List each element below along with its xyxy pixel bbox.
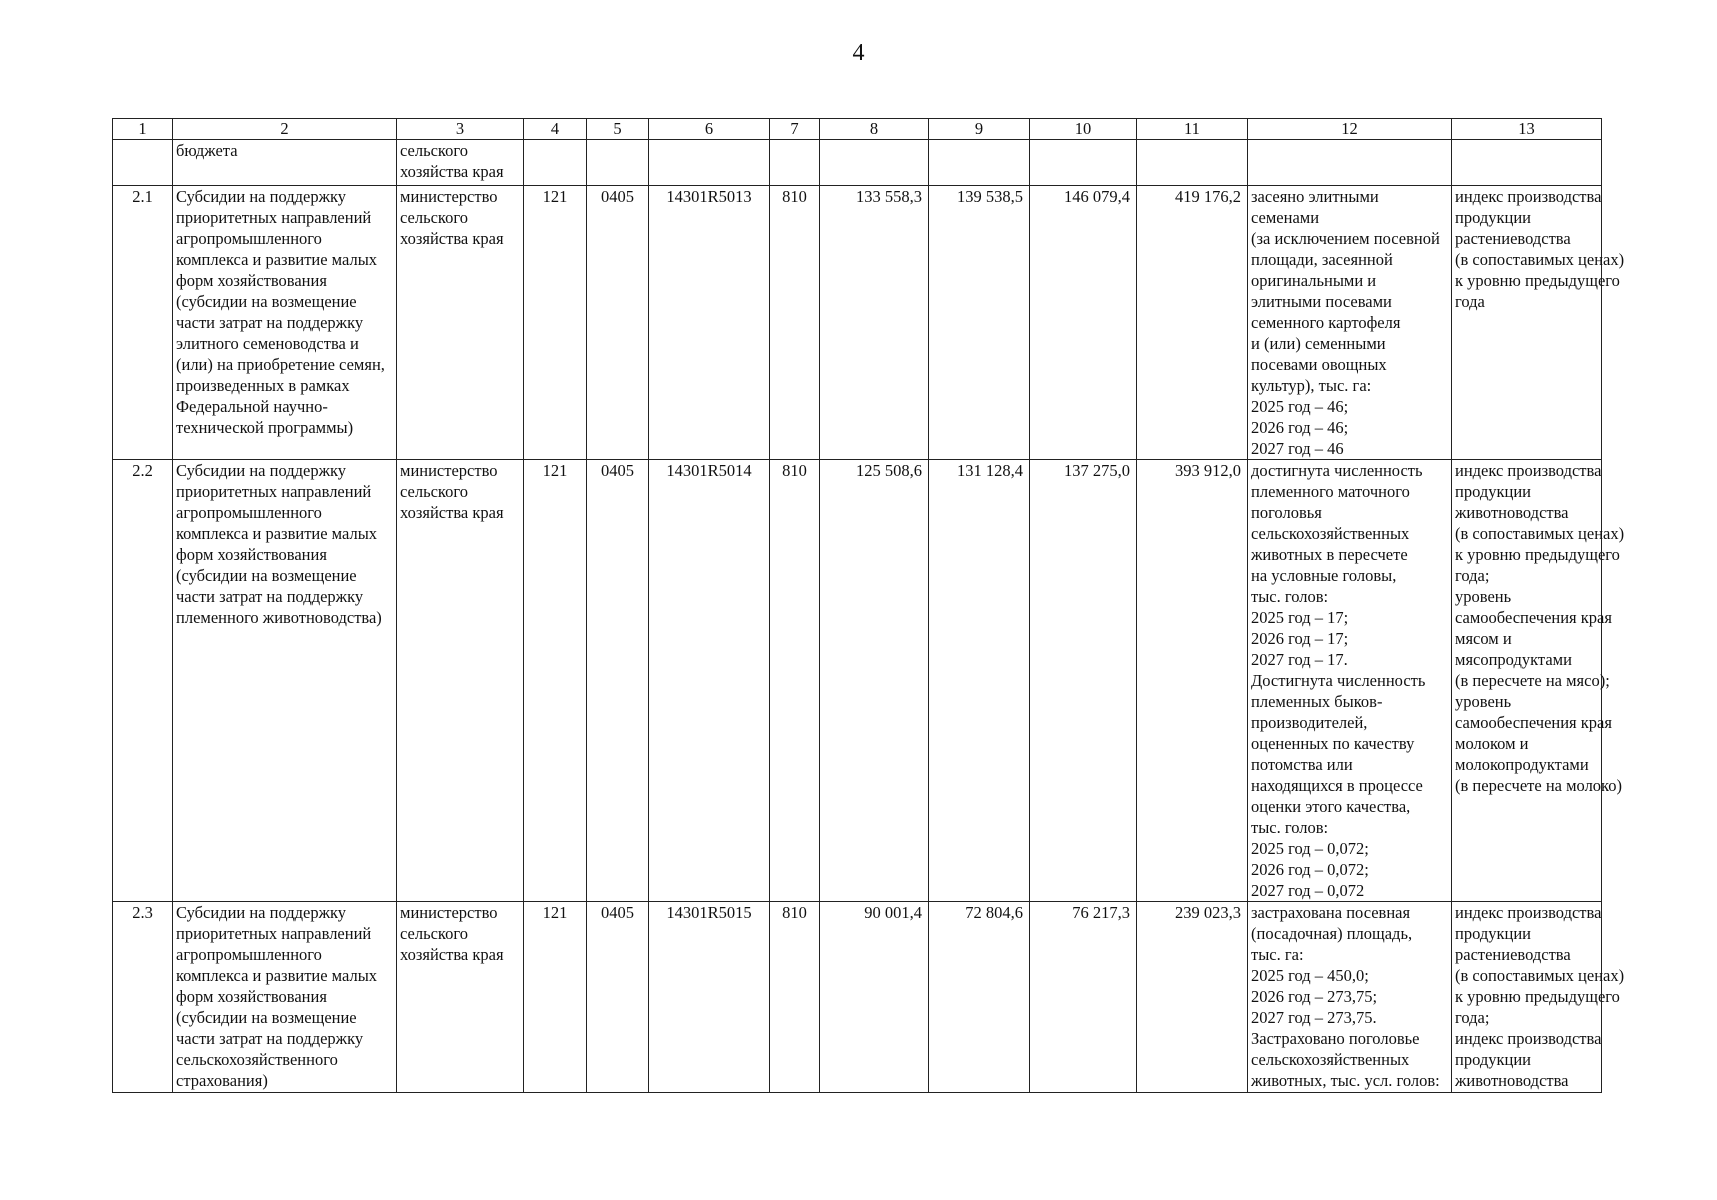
cell-line: форм хозяйствования — [176, 545, 327, 564]
cell-line: хозяйства края — [400, 503, 504, 522]
cell-line: агропромышленного — [176, 503, 322, 522]
result-cell — [1248, 902, 1452, 1093]
cell-line: животноводства — [1455, 1071, 1569, 1090]
cell-line: оценки этого качества, — [1251, 797, 1411, 816]
cell-line: растениеводства — [1455, 229, 1571, 248]
column-header: 11 — [1137, 119, 1248, 140]
column-header: 13 — [1452, 119, 1602, 140]
code-cell: 14301R5015 — [649, 902, 770, 1093]
cell-line: бюджета — [176, 141, 238, 160]
cell-line: сельскохозяйственных — [1251, 1050, 1410, 1069]
cell-line: уровень — [1455, 692, 1512, 711]
cell-line: продукции — [1455, 924, 1532, 943]
cell-line: хозяйства края — [400, 162, 504, 181]
organization-cell — [397, 902, 524, 1093]
cell-line: Субсидии на поддержку — [176, 903, 347, 922]
column-header: 3 — [397, 119, 524, 140]
code-cell: 810 — [770, 902, 820, 1093]
cell-line: застрахована посевная — [1251, 903, 1411, 922]
amount-cell: 139 538,5 — [929, 186, 1030, 460]
table-row — [113, 902, 1602, 1093]
table-cell — [524, 140, 587, 186]
cell-line: самообеспечения края — [1455, 608, 1612, 627]
code-cell: 121 — [524, 186, 587, 460]
cell-line: хозяйства края — [400, 945, 504, 964]
code-cell: 121 — [524, 460, 587, 902]
amount-cell: 239 023,3 — [1137, 902, 1248, 1093]
cell-line: 2027 год – 17. — [1251, 650, 1348, 669]
continuation-org-cell — [397, 140, 524, 186]
amount-cell: 146 079,4 — [1030, 186, 1137, 460]
amount-cell: 137 275,0 — [1030, 460, 1137, 902]
cell-line: оцененных по качеству — [1251, 734, 1415, 753]
cell-line: 2026 год – 0,072; — [1251, 860, 1369, 879]
cell-line: министерство — [400, 903, 498, 922]
cell-line: оригинальными и — [1251, 271, 1377, 290]
cell-line: растениеводства — [1455, 945, 1571, 964]
continuation-row — [113, 140, 1602, 186]
cell-line: 2027 год – 273,75. — [1251, 1008, 1377, 1027]
cell-line: министерство — [400, 461, 498, 480]
cell-line: индекс производства — [1455, 903, 1602, 922]
cell-line: к уровню предыдущего — [1455, 987, 1620, 1006]
cell-line: 2026 год – 46; — [1251, 418, 1349, 437]
cell-line: (в пересчете на молоко) — [1455, 776, 1622, 795]
cell-line: мясом и — [1455, 629, 1512, 648]
column-header: 12 — [1248, 119, 1452, 140]
cell-line: животноводства — [1455, 503, 1569, 522]
cell-line: года; — [1455, 1008, 1490, 1027]
cell-line: 2025 год – 17; — [1251, 608, 1349, 627]
code-cell: 0405 — [587, 460, 649, 902]
cell-line: продукции — [1455, 1050, 1532, 1069]
amount-cell: 90 001,4 — [820, 902, 929, 1093]
cell-line: сельскохозяйственного — [176, 1050, 338, 1069]
cell-line: (или) на приобретение семян, — [176, 355, 385, 374]
indicator-cell — [1452, 186, 1625, 460]
cell-line: (в сопоставимых ценах) — [1455, 966, 1625, 985]
column-header: 9 — [929, 119, 1030, 140]
table-cell — [587, 140, 649, 186]
code-cell: 0405 — [587, 902, 649, 1093]
result-cell — [1248, 460, 1452, 902]
row-number: 2.1 — [113, 186, 173, 460]
organization-cell — [397, 186, 524, 460]
cell-line: части затрат на поддержку — [176, 1029, 364, 1048]
amount-cell: 419 176,2 — [1137, 186, 1248, 460]
code-cell: 14301R5014 — [649, 460, 770, 902]
cell-line: приоритетных направлений — [176, 482, 372, 501]
cell-line: индекс производства — [1455, 1029, 1602, 1048]
code-cell: 121 — [524, 902, 587, 1093]
column-header: 8 — [820, 119, 929, 140]
amount-cell: 131 128,4 — [929, 460, 1030, 902]
indicator-cell — [1452, 460, 1625, 902]
cell-line: сельскохозяйственных — [1251, 524, 1410, 543]
cell-line: части затрат на поддержку — [176, 587, 364, 606]
code-cell: 810 — [770, 460, 820, 902]
column-header: 5 — [587, 119, 649, 140]
organization-cell — [397, 460, 524, 902]
cell-line: агропромышленного — [176, 229, 322, 248]
cell-line: засеяно элитными — [1251, 187, 1379, 206]
cell-line: продукции — [1455, 482, 1532, 501]
table-row — [113, 460, 1602, 902]
cell-line: тыс. га: — [1251, 945, 1304, 964]
amount-cell: 125 508,6 — [820, 460, 929, 902]
cell-line: (в сопоставимых ценах) — [1455, 250, 1625, 269]
cell-line: племенных быков- — [1251, 692, 1383, 711]
cell-line: форм хозяйствования — [176, 271, 327, 290]
cell-line: уровень — [1455, 587, 1512, 606]
column-header: 7 — [770, 119, 820, 140]
cell-line: молокопродуктами — [1455, 755, 1589, 774]
cell-line: года; — [1455, 566, 1490, 585]
cell-line: племенного животноводства) — [176, 608, 382, 627]
cell-line: к уровню предыдущего — [1455, 545, 1620, 564]
cell-line: (в сопоставимых ценах) — [1455, 524, 1625, 543]
cell-line: на условные головы, — [1251, 566, 1397, 585]
code-cell: 810 — [770, 186, 820, 460]
cell-line: элитными посевами — [1251, 292, 1392, 311]
cell-line: семенного картофеля — [1251, 313, 1401, 332]
header-row — [113, 119, 1602, 140]
cell-line: достигнута численность — [1251, 461, 1423, 480]
column-header: 4 — [524, 119, 587, 140]
cell-line: тыс. голов: — [1251, 587, 1329, 606]
cell-line: животных, тыс. усл. голов: — [1251, 1071, 1440, 1090]
cell-line: 2026 год – 17; — [1251, 629, 1349, 648]
cell-line: мясопродуктами — [1455, 650, 1572, 669]
table-cell — [929, 140, 1030, 186]
cell-line: технической программы) — [176, 418, 354, 437]
cell-line: 2027 год – 0,072 — [1251, 881, 1365, 900]
cell-line: продукции — [1455, 208, 1532, 227]
cell-line: молоком и — [1455, 734, 1529, 753]
cell-line: форм хозяйствования — [176, 987, 327, 1006]
continuation-name-cell — [173, 140, 397, 186]
code-cell: 14301R5013 — [649, 186, 770, 460]
column-header: 1 — [113, 119, 173, 140]
code-cell: 0405 — [587, 186, 649, 460]
cell-line: Федеральной научно- — [176, 397, 328, 416]
cell-line: (субсидии на возмещение — [176, 566, 357, 585]
table-cell — [113, 140, 173, 186]
cell-line: года — [1455, 292, 1485, 311]
table-cell — [1030, 140, 1137, 186]
cell-line: находящихся в процессе — [1251, 776, 1423, 795]
cell-line: 2025 год – 450,0; — [1251, 966, 1369, 985]
cell-line: 2025 год – 46; — [1251, 397, 1349, 416]
row-number: 2.3 — [113, 902, 173, 1093]
column-header: 10 — [1030, 119, 1137, 140]
page-number: 4 — [852, 40, 865, 66]
cell-line: приоритетных направлений — [176, 924, 372, 943]
cell-line: площади, засеянной — [1251, 250, 1393, 269]
column-header: 2 — [173, 119, 397, 140]
cell-line: 2026 год – 273,75; — [1251, 987, 1378, 1006]
cell-line: (субсидии на возмещение — [176, 1008, 357, 1027]
cell-line: племенного маточного — [1251, 482, 1410, 501]
table-cell — [820, 140, 929, 186]
amount-cell: 76 217,3 — [1030, 902, 1137, 1093]
cell-line: к уровню предыдущего — [1455, 271, 1620, 290]
cell-line: (субсидии на возмещение — [176, 292, 357, 311]
cell-line: комплекса и развитие малых — [176, 524, 378, 543]
cell-line: министерство — [400, 187, 498, 206]
cell-line: сельского — [400, 141, 468, 160]
cell-line: индекс производства — [1455, 461, 1602, 480]
cell-line: (в пересчете на мясо); — [1455, 671, 1610, 690]
cell-line: страхования) — [176, 1071, 268, 1090]
table-cell — [1452, 140, 1602, 186]
cell-line: Застраховано поголовье — [1251, 1029, 1420, 1048]
program-table — [112, 118, 1625, 1093]
program-table-wrapper — [112, 118, 1625, 1093]
cell-line: произведенных в рамках — [176, 376, 350, 395]
cell-line: хозяйства края — [400, 229, 504, 248]
cell-line: семенами — [1251, 208, 1320, 227]
cell-line: элитного семеноводства и — [176, 334, 359, 353]
cell-line: (посадочная) площадь, — [1251, 924, 1413, 943]
cell-line: комплекса и развитие малых — [176, 250, 378, 269]
cell-line: индекс производства — [1455, 187, 1602, 206]
cell-line: потомства или — [1251, 755, 1353, 774]
cell-line: самообеспечения края — [1455, 713, 1612, 732]
amount-cell: 393 912,0 — [1137, 460, 1248, 902]
cell-line: производителей, — [1251, 713, 1368, 732]
cell-line: части затрат на поддержку — [176, 313, 364, 332]
amount-cell: 72 804,6 — [929, 902, 1030, 1093]
cell-line: посевами овощных — [1251, 355, 1387, 374]
cell-line: культур), тыс. га: — [1251, 376, 1372, 395]
table-cell — [1137, 140, 1248, 186]
measure-name-cell — [173, 186, 397, 460]
cell-line: поголовья — [1251, 503, 1322, 522]
table-row — [113, 186, 1602, 460]
cell-line: Достигнута численность — [1251, 671, 1426, 690]
column-header: 6 — [649, 119, 770, 140]
result-cell — [1248, 186, 1452, 460]
cell-line: комплекса и развитие малых — [176, 966, 378, 985]
cell-line: сельского — [400, 924, 468, 943]
cell-line: 2027 год – 46 — [1251, 439, 1344, 458]
cell-line: сельского — [400, 208, 468, 227]
cell-line: приоритетных направлений — [176, 208, 372, 227]
table-cell — [770, 140, 820, 186]
table-cell — [1248, 140, 1452, 186]
amount-cell: 133 558,3 — [820, 186, 929, 460]
measure-name-cell — [173, 460, 397, 902]
cell-line: сельского — [400, 482, 468, 501]
cell-line: Субсидии на поддержку — [176, 187, 347, 206]
measure-name-cell — [173, 902, 397, 1093]
cell-line: и (или) семенными — [1251, 334, 1386, 353]
cell-line: животных в пересчете — [1251, 545, 1408, 564]
cell-line: тыс. голов: — [1251, 818, 1329, 837]
table-cell — [649, 140, 770, 186]
row-number: 2.2 — [113, 460, 173, 902]
cell-line: Субсидии на поддержку — [176, 461, 347, 480]
cell-line: (за исключением посевной — [1251, 229, 1440, 248]
indicator-cell — [1452, 902, 1625, 1093]
cell-line: агропромышленного — [176, 945, 322, 964]
cell-line: 2025 год – 0,072; — [1251, 839, 1369, 858]
